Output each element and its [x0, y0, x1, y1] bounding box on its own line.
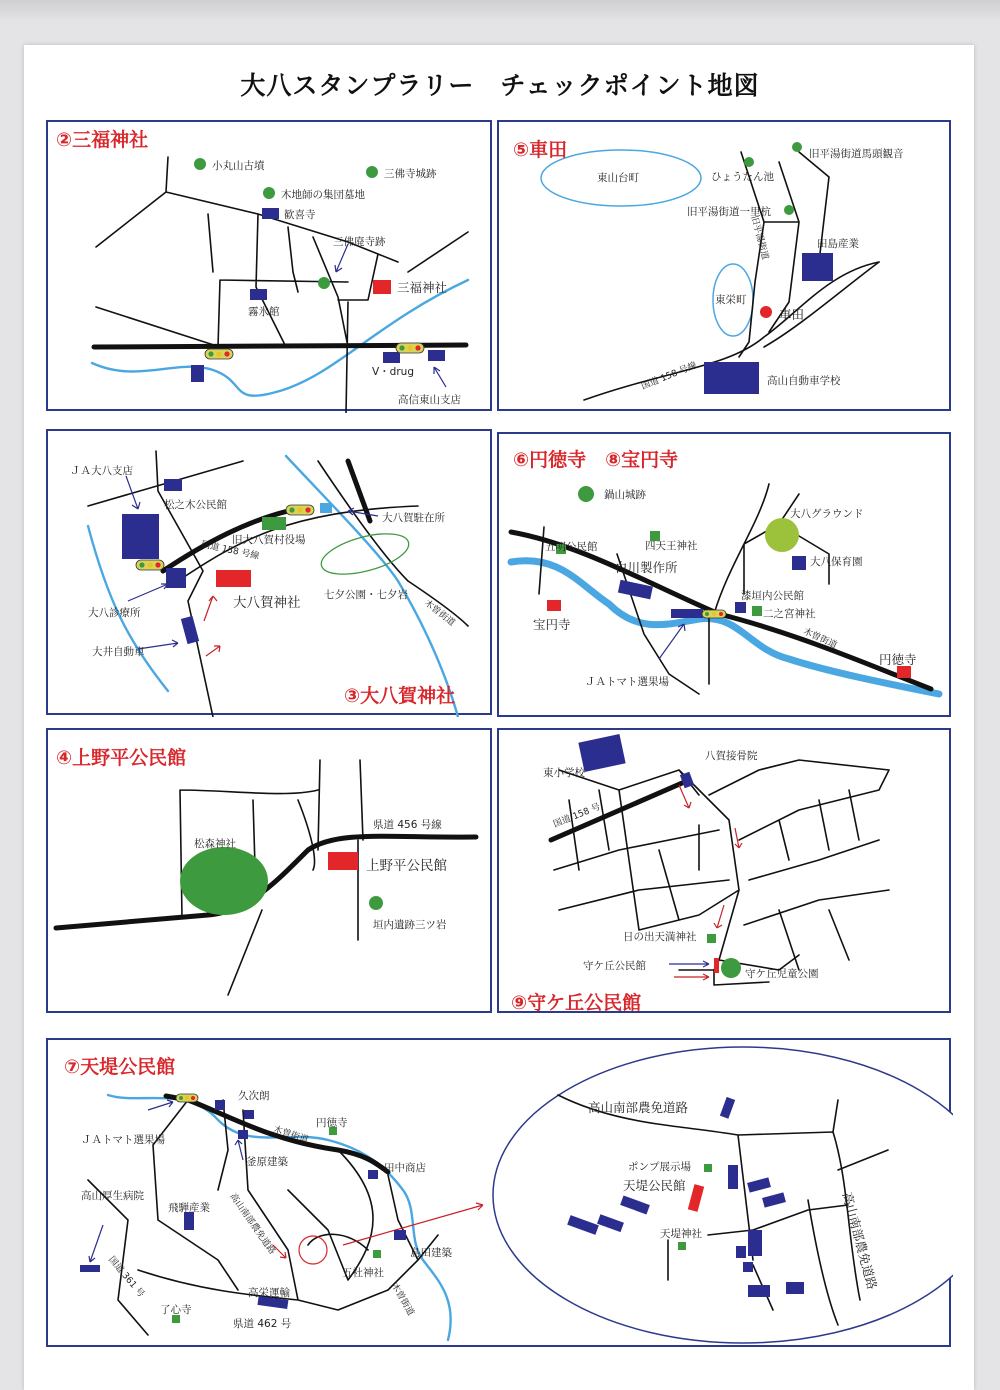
page-title: 大八スタンプラリー チェックポイント地図 — [240, 71, 760, 100]
panel-entokuji-map — [499, 434, 953, 719]
label-sanpuku-shrine: 三福神社 — [397, 280, 448, 295]
label-shimada: 島田建築 — [410, 1247, 452, 1259]
panel-sanpuku-shrine — [46, 120, 492, 411]
label-entokuji: 円徳寺 — [879, 652, 917, 667]
label-muhyokan: 霧氷館 — [248, 306, 280, 318]
panel-entokuji-hoenji — [497, 432, 951, 717]
label-ja: ＪＡ大八支店 — [70, 465, 133, 477]
label-sanbutsuji-castle: 三佛寺城跡 — [384, 168, 437, 180]
label-entokuji: 円徳寺 — [316, 1117, 348, 1129]
panel-title: ⑦天堤公民館 — [64, 1056, 176, 1078]
panel-uenodaira — [46, 728, 492, 1013]
label-mitsuiwa: 垣内遺跡三ツ岩 — [373, 919, 447, 931]
label-toeicho: 東栄町 — [715, 294, 747, 306]
label-nabeyama: 鍋山城跡 — [604, 489, 646, 501]
label-route158: 国道 158 号 — [552, 802, 603, 831]
label-ohachiga-shrine: 大八賀神社 — [233, 595, 301, 611]
label-pump: ポンプ展示場 — [628, 1161, 691, 1173]
label-urushigaito: 漆垣内公民館 — [741, 590, 804, 602]
label-kiso-2: 木曽街道 — [388, 1281, 416, 1318]
label-chuzaisho: 大八賀駐在所 — [382, 512, 445, 524]
label-zoom-road: 高山南部農免道路 — [588, 1100, 689, 1115]
label-hinode: 日の出天満神社 — [623, 931, 697, 943]
label-kijishi: 木地師の集団墓地 — [281, 189, 365, 201]
panel-tentei — [46, 1038, 951, 1347]
panel-ohachiga-shrine — [46, 429, 492, 715]
label-ryoshinji: 了心寺 — [160, 1304, 192, 1316]
label-gosha: 五社神社 — [342, 1267, 384, 1279]
label-tanaka: 田中商店 — [384, 1162, 426, 1174]
label-route462: 県道 462 号 — [233, 1318, 292, 1330]
label-shitenno: 四天王神社 — [645, 540, 698, 552]
label-uenodaira-hall: 上野平公民館 — [366, 858, 447, 874]
panel-title: ④上野平公民館 — [56, 747, 187, 769]
label-yaga: 八賀接骨院 — [705, 750, 758, 762]
label-tanabata: 七夕公園・七夕岩 — [324, 589, 408, 601]
label-takayama-farm: 高山南部農免道路 — [227, 1191, 277, 1257]
label-school: 高山自動車学校 — [767, 375, 841, 387]
label-route456: 県道 456 号線 — [373, 819, 442, 831]
label-ground: 大八グラウンド — [790, 508, 864, 520]
panel-kurumada — [497, 120, 951, 411]
label-hoenji: 宝円寺 — [533, 617, 571, 632]
label-sanbutsu-haiji: 三佛廃寺跡 — [333, 236, 386, 248]
panel-title: ③大八賀神社 — [344, 685, 456, 707]
label-kofun: 小丸山古墳 — [212, 160, 265, 172]
label-kyuhirayu: 旧平湯街道 — [748, 214, 770, 261]
label-kiso: 木曽街道 — [271, 1124, 310, 1146]
label-morigaoka-hall: 守ケ丘公民館 — [583, 960, 646, 972]
label-ja: ＪＡトマト選果場 — [585, 676, 669, 688]
label-hida: 飛騨産業 — [168, 1202, 210, 1214]
label-park: 守ケ丘児童公園 — [745, 968, 819, 980]
panel-morigaoka — [497, 728, 951, 1013]
label-ichiri: 旧平湯街道一里杭 — [687, 206, 771, 218]
panel-title: ②三福神社 — [56, 129, 149, 151]
label-kiso: 木曽街道 — [421, 598, 457, 629]
label-kyuyakuba: 旧大八賀村役場 — [232, 534, 306, 546]
label-takaei: 高栄運輸 — [248, 1287, 290, 1299]
label-route361: 国道 361 号 — [106, 1254, 146, 1300]
label-kujiro: 久次朗 — [238, 1090, 270, 1102]
label-higashiyamadai: 東山台町 — [597, 172, 639, 184]
label-school: 東小学校 — [543, 767, 585, 779]
label-route158: 国道 158 号線 — [640, 360, 699, 393]
top-bar — [0, 0, 1000, 22]
panel-kurumada-map — [499, 122, 953, 413]
label-kangiji: 歓喜寺 — [284, 209, 316, 221]
label-tajima: 田島産業 — [817, 238, 859, 250]
label-ninomiya: 二之宮神社 — [763, 608, 816, 620]
label-takashin: 高信東山支店 — [398, 394, 461, 406]
panel-title: ⑤車田 — [513, 139, 568, 161]
label-hoikuen: 大八保育園 — [810, 556, 863, 568]
label-shirakawa: 白川製作所 — [615, 560, 678, 575]
label-tenteisha: 天堤神社 — [660, 1228, 702, 1240]
panel-title: ⑨守ケ丘公民館 — [511, 992, 642, 1014]
label-kiso: 木曽街道 — [801, 626, 839, 652]
label-kurumada: 車田 — [779, 307, 805, 322]
label-hospital: 高山厚生病院 — [81, 1190, 144, 1202]
label-car: 大井自動車 — [92, 646, 145, 658]
label-ja: ＪＡトマト選果場 — [81, 1134, 165, 1146]
label-hyoutan: ひょうたん池 — [711, 171, 774, 183]
label-vdrug: V・drug — [372, 366, 414, 378]
label-matsumori: 松森神社 — [194, 838, 236, 850]
label-goshimei: 五明公民館 — [545, 541, 598, 553]
panel-title: ⑥円徳寺 ⑧宝円寺 — [513, 449, 679, 471]
label-clinic: 大八診療所 — [88, 607, 141, 619]
label-route158: 国道 158 号線 — [200, 539, 260, 562]
label-zoom-road-vertical: 高山南部農免道路 — [839, 1190, 880, 1292]
label-matsunoki: 松之木公民館 — [164, 499, 227, 511]
label-tentei-hall: 天堤公民館 — [623, 1178, 686, 1193]
label-batoukannon: 旧平湯街道馬頭観音 — [809, 148, 904, 160]
label-kamahara: 釜原建築 — [246, 1156, 288, 1168]
